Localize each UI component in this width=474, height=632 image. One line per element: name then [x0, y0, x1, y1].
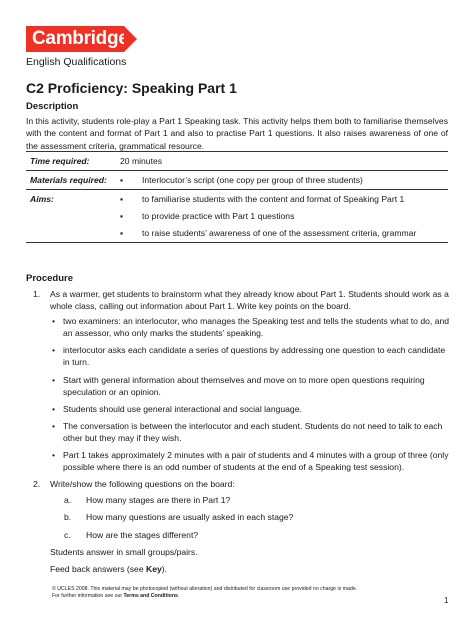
- step-2-questions: [50, 494, 451, 540]
- step-text: Write/show the following questions on the board:: [50, 479, 235, 490]
- step-text: As a warmer, get students to brainstorm what they already know about Part 1. Students should work as a whole class, calling out information about Part 1. Write key points on the board.: [50, 289, 449, 312]
- logo-wordmark: Cambridge: [26, 26, 124, 52]
- list-item: b. How many questions are usually asked in each stage?: [64, 512, 294, 523]
- key-reference: Key: [146, 563, 162, 574]
- bullet-icon: ▪: [120, 194, 124, 204]
- bullet-icon: •: [52, 420, 56, 431]
- description-heading: Description: [26, 101, 79, 112]
- list-item: a. How many stages are there in Part 1?: [64, 495, 231, 506]
- list-item: • interlocutor asks each candidate a series of questions by addressing one question to each candidate in turn.: [52, 345, 446, 368]
- bullet-icon: •: [52, 374, 56, 385]
- terms-link[interactable]: Terms and Conditions: [123, 593, 178, 599]
- materials-row: [26, 171, 448, 190]
- list-item: ▪ Interlocutor’s script (one copy per group of three students): [120, 175, 363, 185]
- copyright-footer: [52, 586, 357, 600]
- logo-subtitle: English Qualifications: [26, 56, 127, 68]
- page-title: C2 Proficiency: Speaking Part 1: [26, 80, 237, 96]
- list-item: • Part 1 takes approximately 2 minutes with a pair of students and 4 minutes with a group of three (only possible where there is an odd number of students at the end of a Speaking test session).: [52, 450, 449, 473]
- procedure-heading: Procedure: [26, 273, 73, 284]
- list-item: • two examiners: an interlocutor, who manages the Speaking test and tells the students what to do, and an assessor, who only marks the students’ speaking.: [52, 316, 449, 339]
- list-item: c. How are the stages different?: [64, 529, 199, 540]
- procedure-step-1: [26, 288, 451, 473]
- list-item: • Students should use general interactional and social language.: [52, 403, 302, 414]
- materials-label: Materials required:: [30, 175, 107, 185]
- step-number: 1.: [33, 289, 41, 299]
- bullet-icon: ▪: [120, 211, 124, 221]
- time-value: 20 minutes: [120, 156, 163, 166]
- activity-info-table: [26, 151, 448, 243]
- list-item: ▪ to raise students’ awareness of one of the assessment criteria, grammar: [120, 228, 417, 238]
- bullet-icon: •: [52, 345, 56, 356]
- aims-row: [26, 190, 448, 243]
- materials-list: [120, 174, 444, 186]
- page-number: 1: [444, 596, 449, 605]
- step-1-bullets: [50, 315, 451, 473]
- time-label: Time required:: [30, 156, 90, 166]
- list-item: ▪ to familiarise students with the content and format of Speaking Part 1: [120, 194, 405, 204]
- feedback-instruction: Feed back answers (see Key).: [50, 563, 168, 574]
- question-letter: b.: [64, 512, 72, 523]
- description-text: In this activity, students role-play a Part 1 Speaking task. This activity helps them both to familiarise themselves with the content and format of Part 1 and also to practise Part 1 questions. It also raises awareness of one of the assessment criteria, grammatical resource.: [26, 116, 448, 151]
- question-letter: c.: [64, 529, 71, 540]
- copyright-line: © UCLES 2008. This material may be photocopied (without alteration) and distributed for classroom use provided no charge is made.: [52, 586, 358, 592]
- bullet-icon: •: [52, 316, 56, 327]
- step-number: 2.: [33, 479, 41, 490]
- bullet-icon: •: [52, 450, 56, 461]
- question-letter: a.: [64, 495, 72, 506]
- logo-arrow-icon: [124, 26, 137, 52]
- list-item: ▪ to provide practice with Part 1 questions: [120, 211, 295, 221]
- bullet-icon: ▪: [120, 175, 124, 185]
- bullet-icon: ▪: [120, 228, 124, 238]
- cambridge-logo: [26, 26, 138, 52]
- list-item: • Start with general information about themselves and move on to more open questions requiring speculation or an opinion.: [52, 374, 425, 397]
- aims-list: [120, 193, 444, 239]
- bullet-icon: •: [52, 403, 56, 414]
- terms-line: For further information see our Terms and Conditions.: [52, 593, 180, 599]
- time-row: [26, 152, 448, 171]
- list-item: • The conversation is between the interlocutor and each student. Students do not need to talk to each other but they may if they wish.: [52, 420, 443, 443]
- aims-label: Aims:: [30, 194, 54, 204]
- procedure-step-2: [26, 478, 451, 575]
- answer-instruction: Students answer in small groups/pairs.: [50, 546, 198, 557]
- procedure-body: [26, 288, 451, 579]
